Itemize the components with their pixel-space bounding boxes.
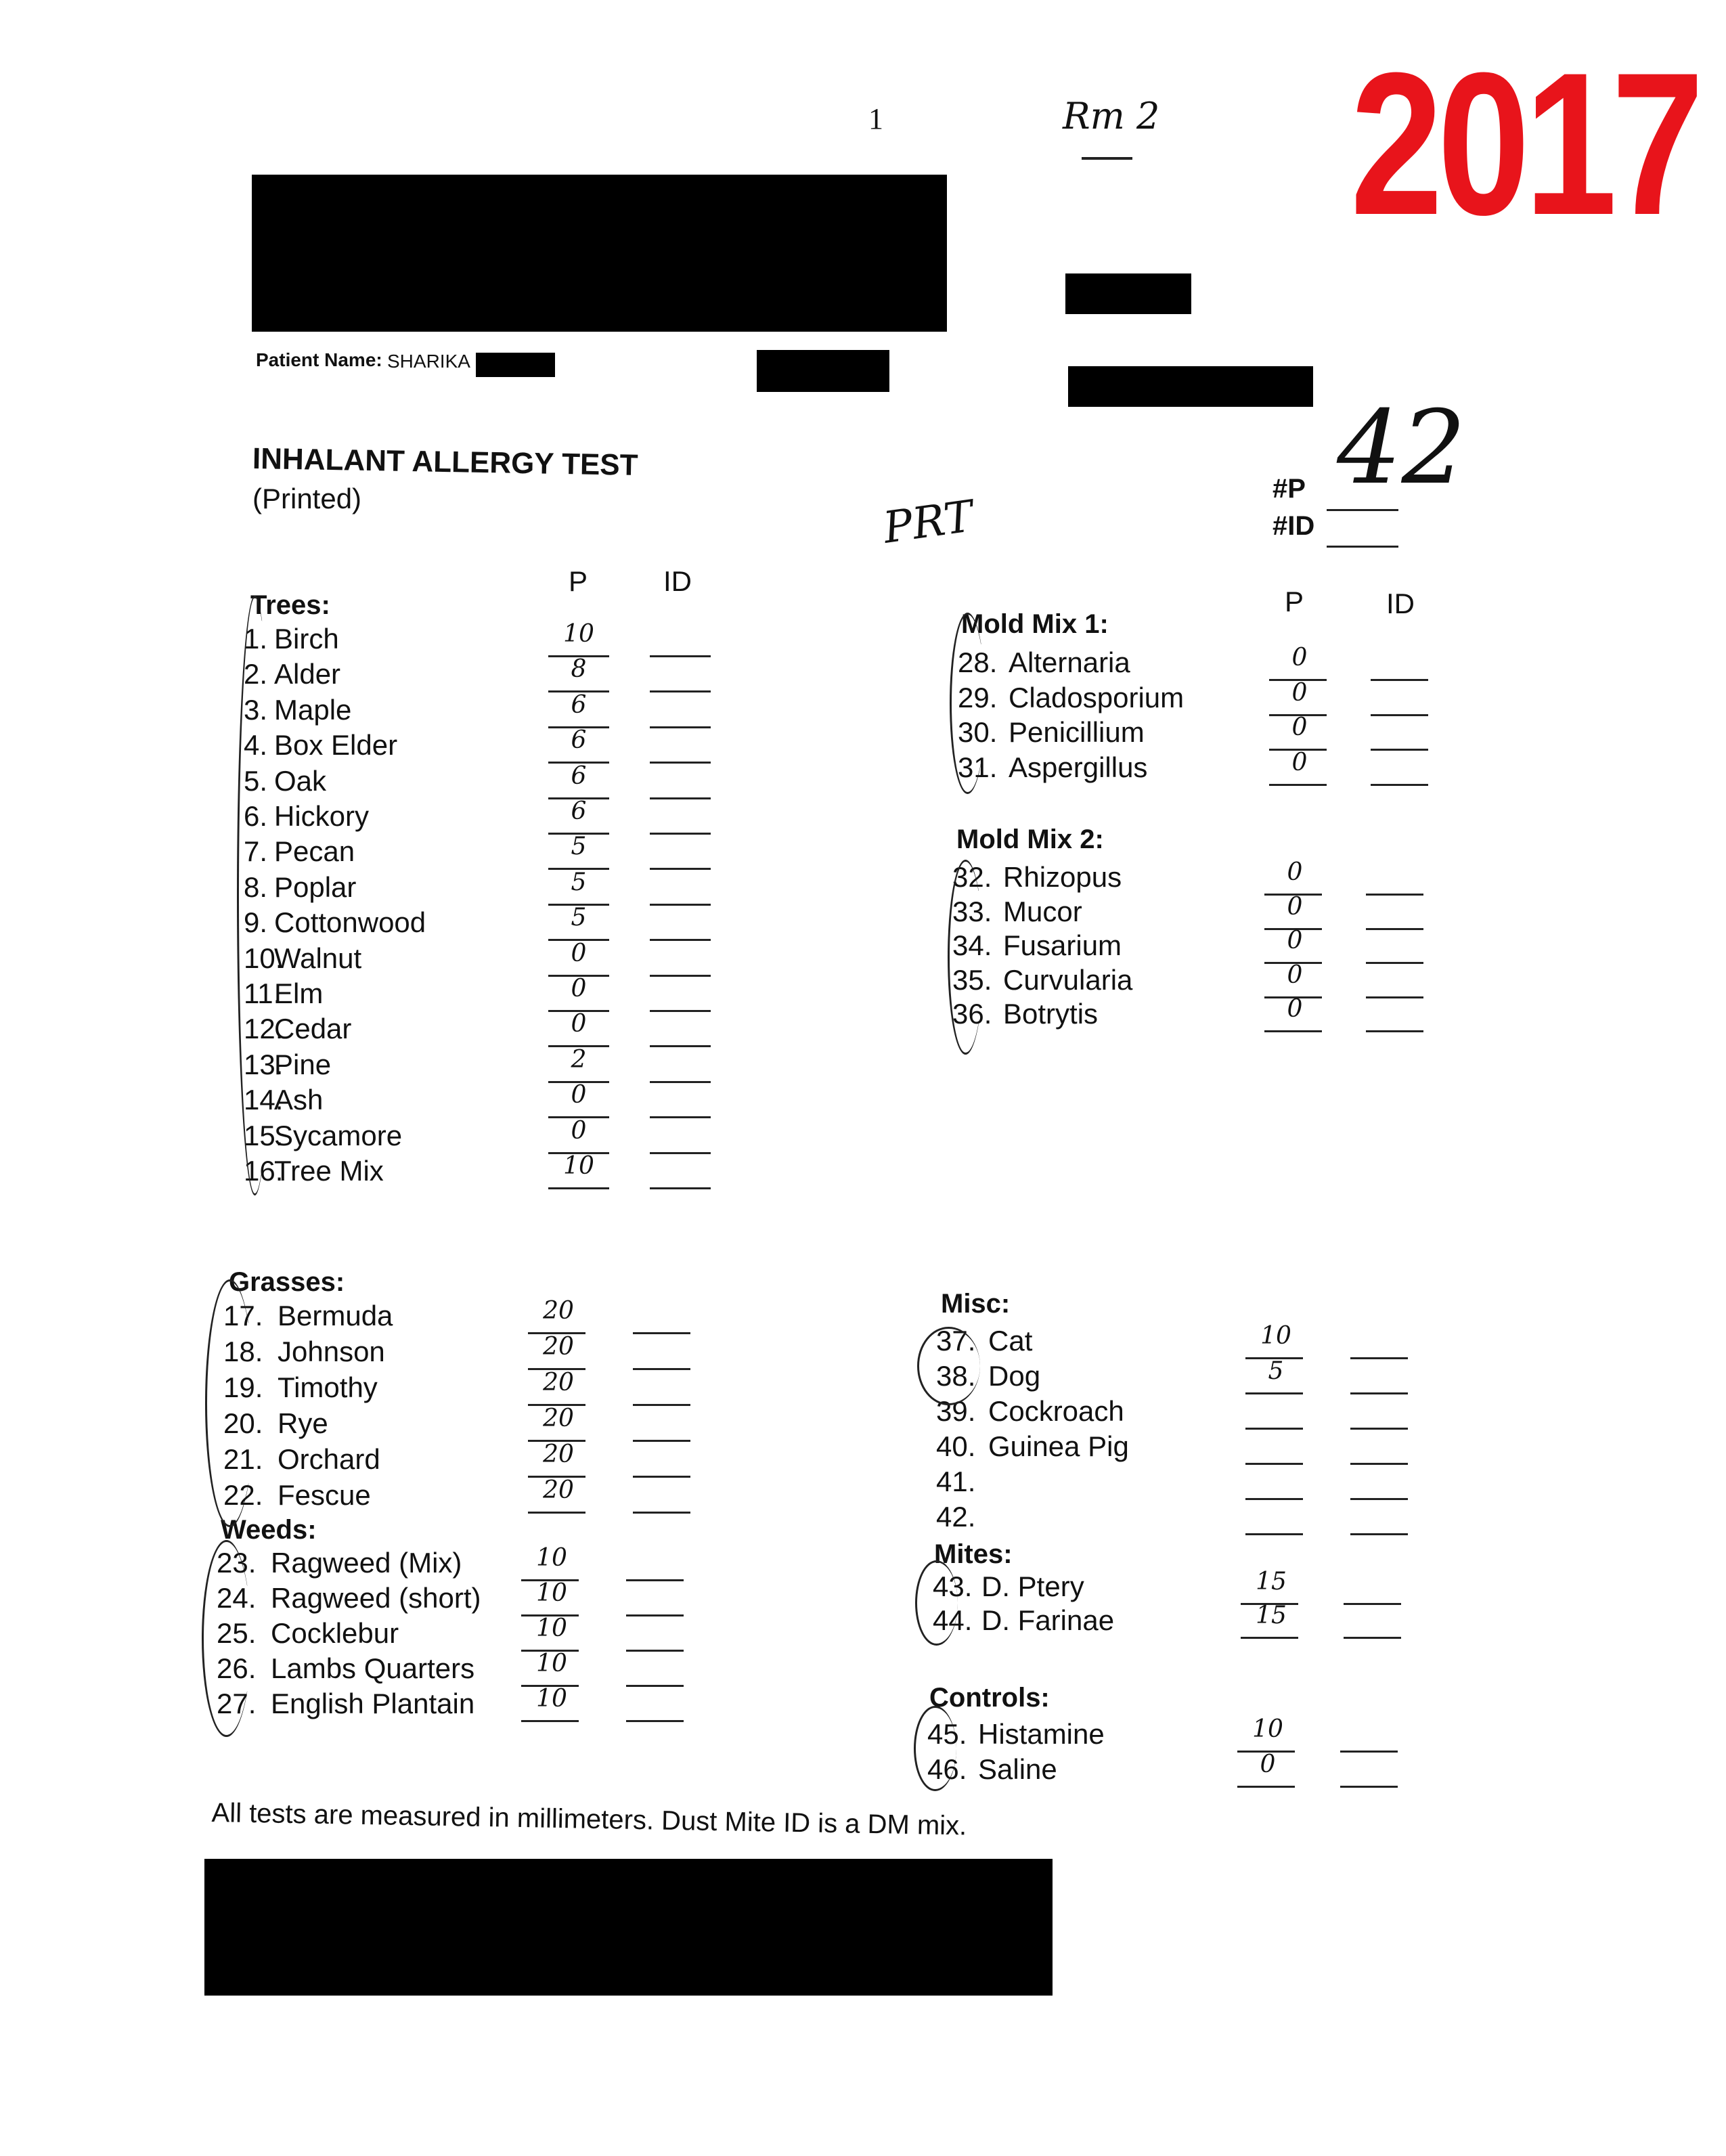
allergen-number: 8. [244, 871, 268, 903]
p-result-value: 0 [1287, 892, 1303, 921]
trees-col-p: P [569, 565, 588, 597]
id-result-blank [1340, 1786, 1398, 1788]
id-result-blank [1350, 1357, 1408, 1359]
allergen-name: Rye [278, 1407, 328, 1439]
allergen-name: Aspergillus [1009, 751, 1148, 783]
id-result-blank [650, 726, 711, 728]
allergen-name: English Plantain [271, 1688, 475, 1719]
p-result-value: 0 [1291, 713, 1308, 741]
allergen-number: 38. [936, 1360, 976, 1392]
count-p-value: 42 [1337, 389, 1466, 507]
allergen-name: D. Farinae [981, 1604, 1115, 1636]
footer-note: All tests are measured in millimeters. Dust Mite ID is a DM mix. [211, 1798, 967, 1841]
patient-first-name: SHARIKA [387, 351, 470, 372]
id-result-blank [1366, 894, 1423, 896]
p-result-value: 0 [571, 1116, 587, 1145]
p-result-value: 20 [543, 1369, 574, 1396]
allergen-number: 24. [217, 1582, 257, 1614]
allergen-number: 16. [244, 1155, 284, 1187]
p-result-value: 0 [1287, 961, 1303, 989]
id-result-blank [626, 1720, 684, 1722]
redacted-small-block-2 [757, 350, 889, 392]
allergen-number: 46. [927, 1753, 967, 1785]
trees-heading: Trees: [250, 590, 330, 620]
mold-col-id: ID [1386, 588, 1415, 619]
allergen-name: Johnson [278, 1336, 385, 1367]
p-result-blank [1245, 1428, 1303, 1430]
test-subtitle: (Printed) [252, 483, 362, 514]
mold-col-p: P [1285, 586, 1304, 617]
p-result-value: 10 [536, 1685, 567, 1713]
allergen-number: 2. [244, 658, 268, 690]
allergen-name: Alternaria [1009, 646, 1130, 678]
allergen-number: 17. [223, 1300, 263, 1332]
allergen-name: Maple [274, 693, 352, 726]
id-result-blank [1366, 996, 1423, 998]
id-result-blank [1350, 1392, 1408, 1394]
id-result-blank [1350, 1463, 1408, 1465]
id-result-blank [633, 1404, 690, 1406]
redacted-patient-surname [476, 353, 555, 377]
controls-bracket [914, 1706, 956, 1791]
allergen-number: 39. [936, 1395, 976, 1427]
allergen-number: 9. [244, 906, 268, 939]
trees-col-id: ID [663, 565, 692, 597]
p-result-value: 0 [1287, 995, 1303, 1023]
p-result-blank [1241, 1637, 1298, 1639]
allergen-name: Cladosporium [1009, 681, 1185, 713]
p-result-value: 0 [571, 1010, 587, 1038]
p-result-value: 10 [536, 1614, 567, 1642]
allergen-name: Poplar [274, 871, 357, 903]
allergen-name: D. Ptery [981, 1570, 1084, 1602]
id-result-blank [633, 1368, 690, 1370]
p-result-value: 5 [571, 833, 587, 861]
room-note-underline [1082, 157, 1132, 160]
allergen-number: 6. [244, 800, 268, 832]
allergen-name: Lambs Quarters [271, 1652, 475, 1684]
id-result-blank [633, 1512, 690, 1514]
allergen-number: 21. [223, 1443, 263, 1475]
p-result-value: 6 [571, 726, 587, 755]
id-result-blank [650, 1187, 711, 1189]
allergen-number: 31. [958, 751, 998, 783]
controls-heading: Controls: [929, 1683, 1050, 1713]
p-result-value: 0 [1260, 1751, 1276, 1778]
p-result-value: 0 [571, 939, 587, 967]
weeds-bracket [202, 1540, 251, 1737]
allergen-number: 41. [936, 1466, 976, 1497]
id-result-blank [626, 1685, 684, 1687]
allergen-number: 40. [936, 1430, 976, 1462]
allergen-name: Ragweed (Mix) [271, 1547, 462, 1579]
p-result-value: 0 [1291, 644, 1308, 672]
allergen-number: 11. [244, 977, 282, 1009]
p-result-blank [1245, 1498, 1303, 1500]
p-result-value: 20 [543, 1405, 574, 1432]
trees-bracket [237, 596, 273, 1195]
allergen-name: Pine [274, 1048, 332, 1080]
allergen-name: Pecan [274, 835, 355, 868]
p-result-value: 0 [1287, 858, 1303, 886]
count-p-label: #P [1273, 474, 1306, 504]
p-result-value: 0 [1291, 678, 1308, 707]
mold-mix-2-bracket [948, 860, 983, 1055]
allergen-number: 14. [244, 1084, 284, 1116]
allergen-name: Tree Mix [274, 1155, 384, 1187]
p-result-value: 5 [571, 904, 587, 932]
id-result-blank [1350, 1533, 1408, 1535]
allergen-number: 5. [244, 764, 268, 797]
redacted-small-block-3 [1068, 366, 1313, 407]
allergen-number: 25. [217, 1617, 257, 1649]
id-result-blank [1371, 714, 1428, 716]
p-result-value: 6 [571, 797, 587, 825]
id-result-blank [1350, 1498, 1408, 1500]
allergen-name: Mucor [1003, 895, 1082, 927]
allergen-name: Hickory [274, 800, 370, 832]
allergen-number: 33. [952, 895, 992, 927]
redacted-header-block [252, 175, 947, 332]
mold-mix-1-bracket [950, 613, 986, 794]
allergen-number: 22. [223, 1479, 263, 1511]
p-result-value: 15 [1256, 1568, 1287, 1596]
redacted-small-block-1 [1065, 273, 1191, 314]
p-result-value: 10 [536, 1650, 567, 1677]
id-result-blank [1344, 1637, 1401, 1639]
id-result-blank [633, 1476, 690, 1478]
id-result-blank [650, 797, 711, 799]
allergen-name: Birch [274, 623, 339, 655]
allergen-number: 18. [223, 1336, 263, 1367]
allergen-name: Cottonwood [274, 906, 426, 939]
allergen-name: Box Elder [274, 729, 398, 762]
allergen-name: Bermuda [278, 1300, 393, 1332]
page-number: 1 [868, 102, 883, 135]
allergen-number: 30. [958, 716, 998, 748]
allergen-name: Sycamore [274, 1119, 403, 1151]
id-result-blank [650, 975, 711, 977]
allergen-number: 28. [958, 646, 998, 678]
id-result-blank [626, 1579, 684, 1581]
p-result-value: 20 [543, 1297, 574, 1325]
id-result-blank [626, 1650, 684, 1652]
p-result-blank [521, 1720, 579, 1722]
p-result-blank [528, 1512, 585, 1514]
allergen-number: 45. [927, 1718, 967, 1750]
misc-heading: Misc: [941, 1289, 1011, 1319]
p-result-value: 6 [571, 762, 587, 790]
allergen-name: Penicillium [1009, 716, 1145, 748]
allergen-number: 42. [936, 1501, 976, 1533]
allergen-name: Fescue [278, 1479, 371, 1511]
p-result-value: 10 [563, 620, 594, 648]
allergen-number: 10. [244, 942, 284, 974]
p-result-value: 10 [1260, 1322, 1291, 1350]
id-result-blank [650, 1152, 711, 1154]
year-stamp: 2017 [1350, 30, 1699, 257]
id-result-blank [650, 1116, 711, 1118]
allergen-number: 12. [244, 1013, 284, 1045]
id-result-blank [650, 833, 711, 835]
allergen-number: 13. [244, 1048, 284, 1080]
allergen-name: Rhizopus [1003, 861, 1122, 893]
mold-mix-2-heading: Mold Mix 2: [956, 824, 1104, 854]
count-id-label: #ID [1273, 511, 1315, 541]
id-result-blank [650, 762, 711, 764]
allergen-name: Ragweed (short) [271, 1582, 481, 1614]
p-result-value: 8 [571, 655, 587, 684]
id-result-blank [1366, 962, 1423, 964]
p-result-blank [1237, 1786, 1295, 1788]
p-result-blank [1264, 1030, 1322, 1032]
allergen-name: Cat [988, 1325, 1033, 1357]
p-result-blank [1245, 1392, 1303, 1394]
p-result-value: 0 [571, 975, 587, 1003]
p-result-value: 20 [543, 1440, 574, 1468]
p-result-value: 2 [571, 1045, 587, 1074]
allergen-number: 29. [958, 681, 998, 713]
allergen-name: Fusarium [1003, 929, 1122, 961]
p-result-value: 10 [536, 1579, 567, 1607]
allergen-number: 23. [217, 1547, 257, 1579]
id-result-blank [1340, 1751, 1398, 1753]
allergen-name: Botrytis [1003, 998, 1099, 1030]
allergen-name: Saline [978, 1753, 1057, 1785]
p-result-blank [548, 1187, 609, 1189]
allergen-number: 20. [223, 1407, 263, 1439]
allergen-number: 1. [244, 623, 268, 655]
id-result-blank [1350, 1428, 1408, 1430]
p-result-value: 10 [563, 1152, 594, 1180]
p-result-blank [1245, 1533, 1303, 1535]
allergen-name: Guinea Pig [988, 1430, 1129, 1462]
allergen-name: Cocklebur [271, 1617, 399, 1649]
id-result-blank [633, 1440, 690, 1442]
id-result-blank [1371, 749, 1428, 751]
id-result-blank [650, 868, 711, 870]
grasses-heading: Grasses: [229, 1267, 345, 1297]
allergen-name: Alder [274, 658, 341, 690]
id-result-blank [633, 1332, 690, 1334]
test-title: INHALANT ALLERGY TEST [252, 442, 638, 482]
id-result-blank [650, 655, 711, 657]
mites-bracket [915, 1560, 958, 1646]
id-result-blank [626, 1614, 684, 1616]
mold-mix-1-heading: Mold Mix 1: [961, 609, 1109, 639]
p-result-value: 10 [536, 1544, 567, 1572]
allergen-name: Curvularia [1003, 963, 1133, 996]
allergen-name: Orchard [278, 1443, 380, 1475]
allergen-name: Timothy [278, 1371, 378, 1403]
p-result-value: 20 [543, 1476, 574, 1504]
redacted-footer-block [204, 1859, 1053, 1996]
id-result-blank [1371, 679, 1428, 681]
p-result-value: 5 [1268, 1357, 1284, 1385]
allergen-name: Walnut [274, 942, 362, 974]
allergen-name: Ash [274, 1084, 324, 1116]
allergen-number: 35. [952, 963, 992, 996]
allergen-number: 26. [217, 1652, 257, 1684]
id-result-blank [650, 1081, 711, 1083]
allergen-name: Cockroach [988, 1395, 1124, 1427]
allergen-number: 7. [244, 835, 268, 868]
id-result-blank [1366, 928, 1423, 930]
allergen-number: 37. [936, 1325, 976, 1357]
id-result-blank [1371, 784, 1428, 786]
count-p-blank [1327, 509, 1398, 511]
allergen-name: Dog [988, 1360, 1041, 1392]
mites-heading: Mites: [934, 1539, 1013, 1569]
p-result-value: 5 [571, 868, 587, 896]
allergen-number: 19. [223, 1371, 263, 1403]
p-result-value: 20 [543, 1333, 574, 1361]
id-result-blank [650, 1045, 711, 1047]
allergen-name: Histamine [978, 1718, 1105, 1750]
weeds-heading: Weeds: [221, 1515, 317, 1545]
p-result-value: 0 [1287, 927, 1303, 954]
allergen-number: 43. [933, 1570, 973, 1602]
id-result-blank [650, 904, 711, 906]
allergen-number: 32. [952, 861, 992, 893]
allergen-name: Elm [274, 977, 324, 1009]
id-result-blank [650, 939, 711, 941]
allergen-number: 4. [244, 729, 268, 762]
allergen-number: 36. [952, 998, 992, 1030]
allergen-number: 27. [217, 1688, 257, 1719]
p-result-value: 0 [1291, 748, 1308, 776]
p-result-value: 15 [1256, 1602, 1287, 1629]
patient-name-label: Patient Name: [256, 349, 382, 370]
allergen-number: 44. [933, 1604, 973, 1636]
id-result-blank [1344, 1603, 1401, 1605]
allergen-number: 15. [244, 1119, 284, 1151]
allergen-name: Cedar [274, 1013, 352, 1045]
room-note: Rm 2 [1063, 95, 1160, 137]
id-result-blank [1366, 1030, 1423, 1032]
p-result-blank [1269, 784, 1327, 786]
p-result-value: 6 [571, 690, 587, 719]
grasses-bracket [205, 1279, 255, 1527]
prt-note: PRT [880, 491, 977, 554]
id-result-blank [650, 1010, 711, 1012]
p-result-blank [1245, 1463, 1303, 1465]
allergen-number: 34. [952, 929, 992, 961]
id-result-blank [650, 690, 711, 692]
misc-bracket [917, 1327, 980, 1405]
allergen-number: 3. [244, 693, 268, 726]
allergen-name: Oak [274, 764, 327, 797]
count-id-blank [1327, 546, 1398, 548]
p-result-value: 0 [571, 1081, 587, 1109]
p-result-value: 10 [1252, 1715, 1283, 1743]
